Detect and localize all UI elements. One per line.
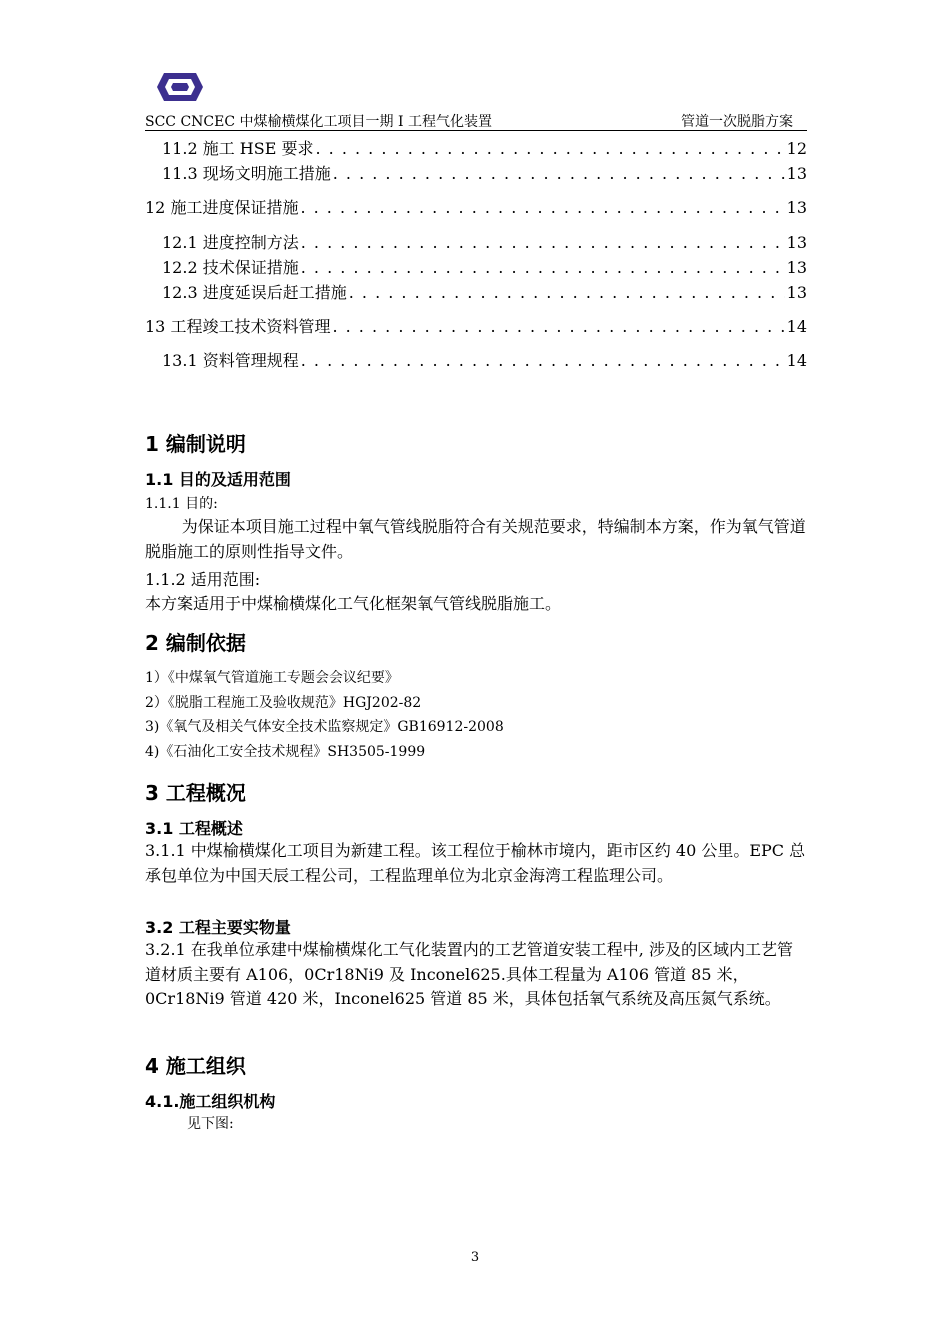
toc-entry[interactable] <box>0 255 950 279</box>
page-number: 3 <box>470 1250 480 1265</box>
toc-page: 12 <box>786 139 807 158</box>
toc-page: 13 <box>786 233 807 252</box>
header-left: SCC CNCEC 中煤榆横煤化工项目一期 I 工程气化装置 <box>145 114 492 130</box>
toc-leader <box>300 198 784 217</box>
item-label: 1.1.2 适用范围: <box>145 570 261 589</box>
toc-entry[interactable] <box>0 136 950 160</box>
toc-page: 13 <box>786 198 807 217</box>
toc-entry[interactable] <box>0 161 950 185</box>
subsection-heading: 3.1 工程概述 <box>145 819 243 838</box>
toc-title: 12.2 技术保证措施 <box>162 258 299 277</box>
toc-leader <box>315 139 784 158</box>
paragraph: 见下图: <box>187 1116 234 1132</box>
paragraph: 本方案适用于中煤榆横煤化工气化框架氧气管线脱脂施工。 <box>145 594 562 613</box>
reference-item: 4)《石油化工安全技术规程》SH3505-1999 <box>145 744 426 760</box>
reference-item: 2）《脱脂工程施工及验收规范》HGJ202-82 <box>145 695 422 711</box>
toc-title: 12.1 进度控制方法 <box>162 233 299 252</box>
header-right: 管道一次脱脂方案 <box>681 114 793 130</box>
section-heading: 4 施工组织 <box>145 1054 246 1078</box>
toc-title: 12 施工进度保证措施 <box>145 198 299 217</box>
toc-leader <box>349 283 785 302</box>
toc-leader <box>301 351 785 370</box>
reference-item: 1）《中煤氧气管道施工专题会会议纪要》 <box>145 670 399 686</box>
reference-item: 3)《氧气及相关气体安全技术监察规定》GB16912-2008 <box>145 719 504 735</box>
section-heading: 3 工程概况 <box>145 781 246 805</box>
toc-page: 13 <box>786 283 807 302</box>
toc-page: 13 <box>786 258 807 277</box>
toc-title: 13 工程竣工技术资料管理 <box>145 317 331 336</box>
page-header <box>145 110 807 131</box>
item-label: 1.1.1 目的: <box>145 496 218 512</box>
toc-leader <box>301 258 785 277</box>
paragraph: 为保证本项目施工过程中氧气管线脱脂符合有关规范要求，特编制本方案，作为氧气管道脱脂施工的原则性指导文件。 <box>145 517 806 561</box>
subsection-heading: 1.1 目的及适用范围 <box>145 470 291 489</box>
toc-leader <box>301 233 785 252</box>
toc-page: 13 <box>786 164 807 183</box>
company-logo <box>156 72 204 102</box>
toc-entry[interactable] <box>0 348 950 372</box>
toc-page: 14 <box>786 317 807 336</box>
toc-leader <box>333 164 785 183</box>
section-heading: 2 编制依据 <box>145 631 246 655</box>
toc-title: 11.3 现场文明施工措施 <box>162 164 331 183</box>
toc-title: 11.2 施工 HSE 要求 <box>162 139 314 158</box>
toc-title: 12.3 进度延误后赶工措施 <box>162 283 347 302</box>
section-heading: 1 编制说明 <box>145 432 246 456</box>
toc-entry[interactable] <box>0 230 950 254</box>
toc-entry[interactable] <box>0 195 950 219</box>
subsection-heading: 4.1.施工组织机构 <box>145 1092 276 1111</box>
paragraph: 3.2.1 在我单位承建中煤榆横煤化工气化装置内的工艺管道安装工程中, 涉及的区域内工艺管道材质主要有 A106，0Cr18Ni9 及 Inconel625.具体工程量为 A106 管道 85 米，0Cr18Ni9 管道 420 米，Inconel625 管道 85 米，具体包括氧气系统及高压氮气系统。 <box>145 940 793 1008</box>
toc-entry[interactable] <box>0 314 950 338</box>
toc-page: 14 <box>786 351 807 370</box>
toc-entry[interactable] <box>0 280 950 304</box>
paragraph: 3.1.1 中煤榆横煤化工项目为新建工程。该工程位于榆林市境内，距市区约 40 公里。EPC 总承包单位为中国天辰工程公司，工程监理单位为北京金海湾工程监理公司。 <box>145 841 806 885</box>
toc-leader <box>332 317 784 336</box>
toc-title: 13.1 资料管理规程 <box>162 351 299 370</box>
subsection-heading: 3.2 工程主要实物量 <box>145 918 291 937</box>
